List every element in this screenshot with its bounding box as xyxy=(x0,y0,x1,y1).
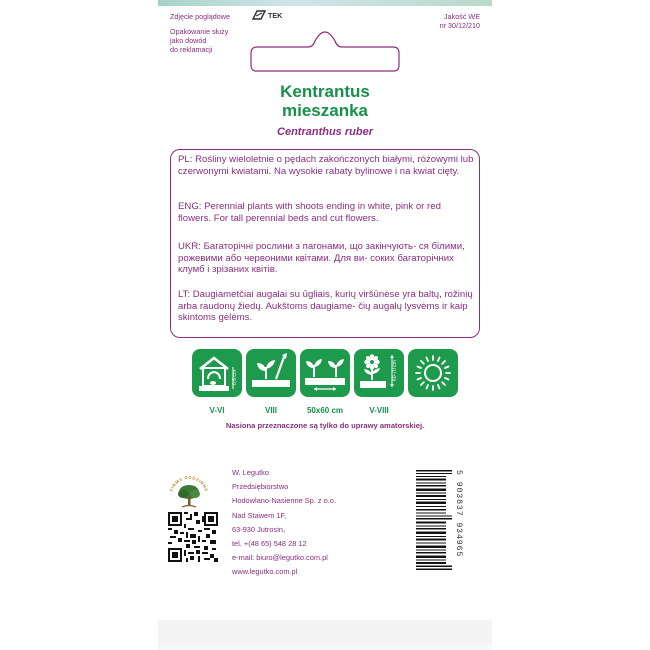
description-lt: LT: Daugiametčiai augalai su ūgliais, kurių viršūnėse yra baltų, rožinių arba raudonų žiedų. Aukštoms daugiame- čių augalų lysvėms ir kaip skintoms gėlėms. xyxy=(178,289,473,324)
complaint-line3: do reklamacji xyxy=(170,45,213,54)
barcode-digits: 5 903837 934965 xyxy=(454,470,463,558)
company-line-6: tel. +(48 65) 548 28 12 xyxy=(232,539,307,549)
tek-label: TEK xyxy=(268,10,283,20)
planting-icon xyxy=(246,349,296,397)
complaint-line2: jako dowód xyxy=(170,36,207,45)
packet-bottom-edge xyxy=(158,644,492,650)
company-line-4: Nad Stawem 1F, xyxy=(232,510,287,520)
plant-height: 60-70 cm xyxy=(392,360,398,381)
amateur-disclaimer: Nasiona przeznaczone są tylko do uprawy amatorskiej. xyxy=(225,421,425,430)
qr-code xyxy=(168,512,218,562)
company-logo xyxy=(168,474,210,512)
product-title-line1: Kentrantus xyxy=(280,82,370,101)
company-line-7: e-mail: biuro@legutko.com.pl xyxy=(232,553,328,563)
quality-line2: nr 30/12/210 xyxy=(439,21,480,30)
company-line-2: Przedsiębiorstwo xyxy=(232,482,289,492)
sowing-period: V-VI xyxy=(209,406,225,415)
preview-label: Zdjęcie poglądowe xyxy=(170,12,230,21)
barcode xyxy=(416,470,452,570)
sowing-depth: 0,5 cm xyxy=(232,369,238,385)
flowering-icon xyxy=(354,349,404,397)
packet-tab-outline xyxy=(250,31,400,72)
spacing-value: 50x60 cm xyxy=(306,406,344,415)
complaint-line1: Opakowanie służy xyxy=(170,27,229,36)
leaf-icon xyxy=(252,10,266,20)
quality-line1: Jakość WE xyxy=(444,12,480,21)
flowering-period: V-VIII xyxy=(369,406,389,415)
company-contact xyxy=(232,466,336,580)
product-title-line2: mieszanka xyxy=(282,101,368,120)
company-line-1: W. Legutko xyxy=(232,468,269,477)
seed-packet-back xyxy=(158,0,492,650)
company-line-5: 63-930 Jutrosin, xyxy=(232,524,285,534)
description-ukr: UKR: Багаторічні рослини з пагонами, що закінчують- ся білими, рожевими або червоними квітами. Для ви- соких багаторічних клумб і зрізаних квітів. xyxy=(178,241,465,276)
latin-name: Centranthus ruber xyxy=(277,126,373,138)
description-eng: ENG: Perennial plants with shoots ending in white, pink or red flowers. For tall perennial beds and cut flowers. xyxy=(178,201,441,224)
planting-period: VIII xyxy=(264,406,277,415)
sowing-icon xyxy=(192,349,242,397)
tek-mark xyxy=(252,10,282,20)
barcode-number xyxy=(454,470,464,570)
spacing-icon xyxy=(300,349,350,397)
complaint-note xyxy=(170,27,228,54)
description-pl: PL: Rośliny wieloletnie o pędach zakończonych białymi, różowymi lub czerwonymi kwiatami. Na wysokie rabaty bylinowe i na kwiat cięty. xyxy=(178,154,474,177)
quality-note xyxy=(440,12,480,30)
company-line-3: Hodowlano-Nasienne Sp. z o.o. xyxy=(232,496,336,506)
sun-icon xyxy=(408,349,458,397)
company-line-8: www.legutko.com.pl xyxy=(232,567,298,577)
svg-text:FIRMA RODZINNA: FIRMA RODZINNA xyxy=(168,474,210,493)
packet-top-edge xyxy=(158,0,492,6)
